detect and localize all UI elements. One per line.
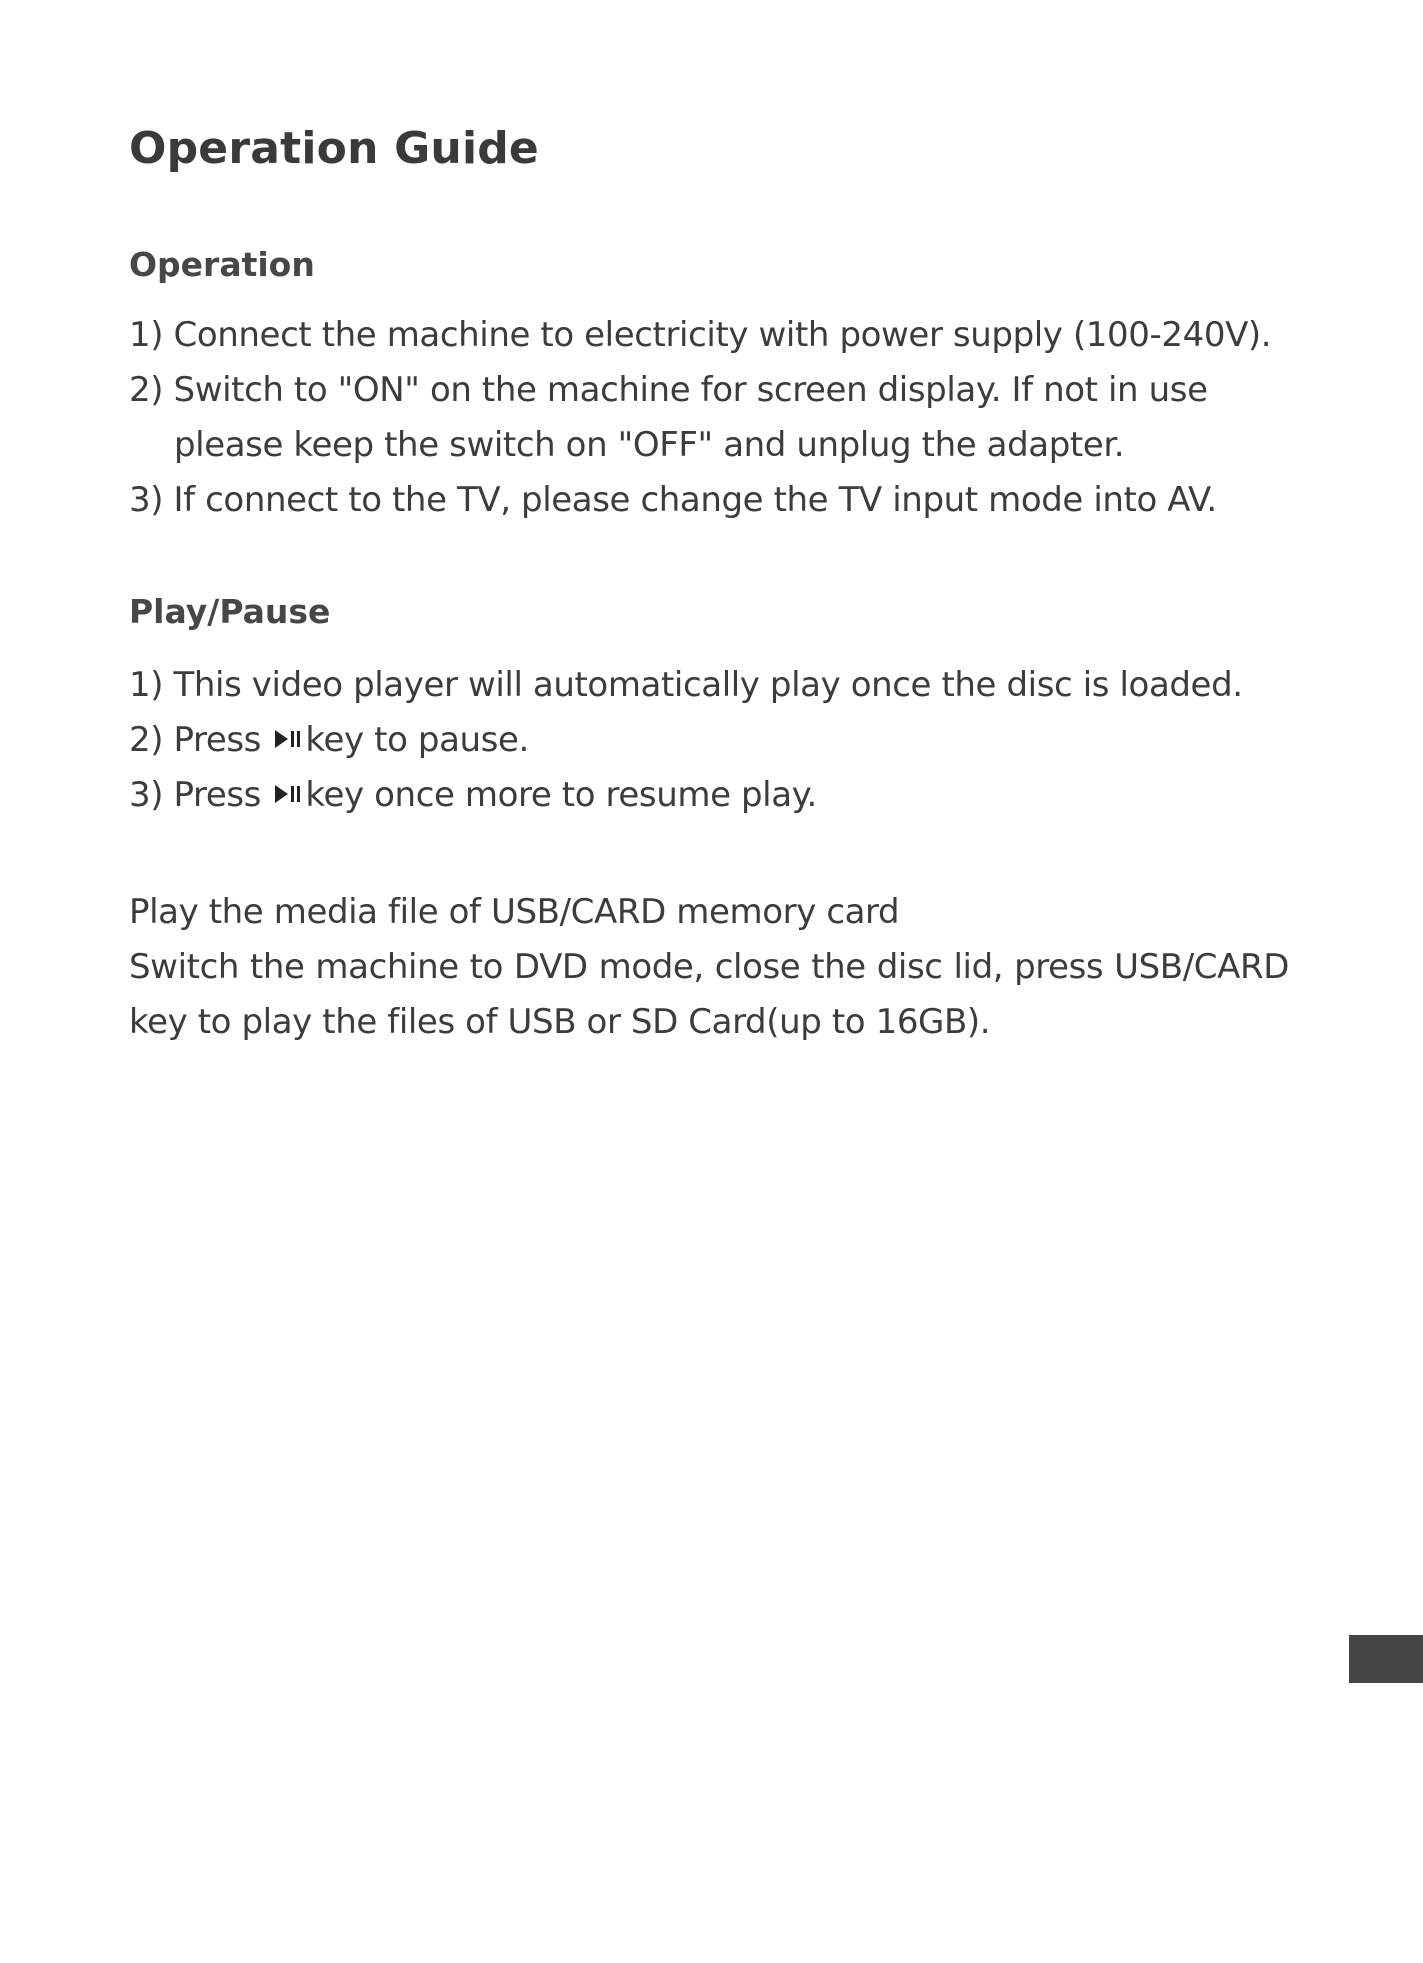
item-text-post: key once more to resume play. <box>305 774 817 815</box>
page-tab <box>1349 1635 1423 1683</box>
item-text-continuation: please keep the switch on "OFF" and unplug the adapter. <box>174 424 1125 465</box>
list-item <box>129 658 1289 713</box>
item-number: 2) <box>129 719 174 760</box>
usb-body: Switch the machine to DVD mode, close the disc lid, press USB/CARD key to play the files of USB or SD Card(up to 16GB). <box>129 947 1289 1042</box>
play-pause-icon <box>274 728 302 750</box>
item-number: 3) <box>129 479 174 520</box>
item-text-pre: Press <box>173 719 261 760</box>
list-item <box>129 768 1289 823</box>
list-item <box>129 308 1289 363</box>
list-item <box>129 713 1289 768</box>
list-item <box>129 363 1289 473</box>
playpause-section <box>129 592 1289 823</box>
item-number: 1) <box>129 664 174 705</box>
item-text-pre: Press <box>173 774 261 815</box>
item-text: If connect to the TV, please change the TV input mode into AV. <box>173 479 1217 520</box>
item-text: Connect the machine to electricity with power supply (100-240V). <box>173 314 1272 355</box>
play-pause-icon <box>274 783 302 805</box>
item-text: This video player will automatically play once the disc is loaded. <box>173 664 1243 705</box>
item-text-post: key to pause. <box>305 719 529 760</box>
playpause-heading: Play/Pause <box>129 592 331 631</box>
item-number: 3) <box>129 774 174 815</box>
item-number: 2) <box>129 369 174 410</box>
item-number: 1) <box>129 314 174 355</box>
usb-section <box>129 885 1289 1050</box>
item-text: Switch to "ON" on the machine for screen display. If not in use <box>173 369 1208 410</box>
operation-list <box>129 308 1289 528</box>
playpause-list <box>129 658 1289 823</box>
list-item <box>129 473 1289 528</box>
operation-section <box>129 245 1289 528</box>
usb-title: Play the media file of USB/CARD memory card <box>129 892 900 932</box>
page-title: Operation Guide <box>129 123 539 174</box>
operation-heading: Operation <box>129 245 315 284</box>
